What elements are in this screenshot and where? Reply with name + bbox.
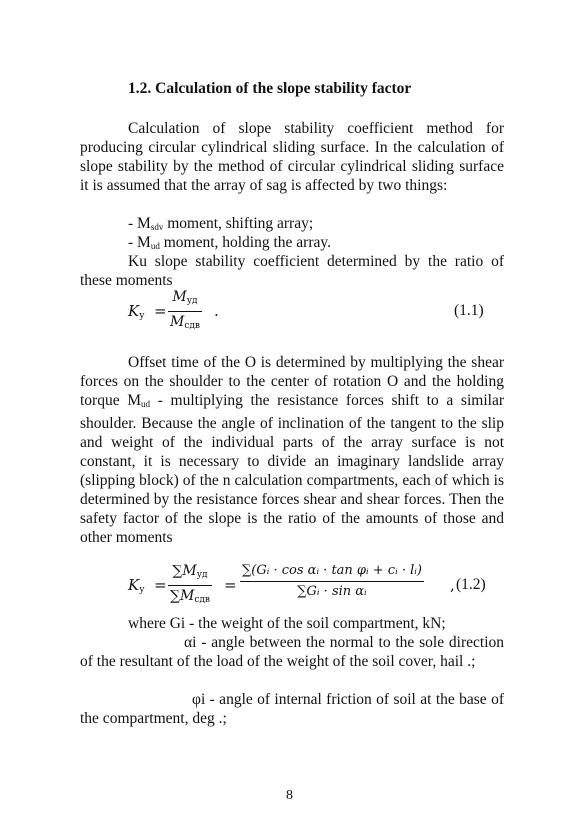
subscript: ud [150,241,160,251]
section-heading: 1.2. Calculation of the slope stability factor [128,80,412,97]
equation-tail: , [450,576,455,594]
equation-fraction-moments [168,562,212,609]
paragraph-offset-time: Offset time of the O is determined by multiplying the shear forces on the shoulder to the center of rotation O and the holding torque $M_{ud}$ - multiplying the resistance forces shift to a similar shoulder. Because the angle of inclination of the tangent to the slip and weight of the individual parts of the array surface is not constant, it is necessary to divide an imaginary landslide array (slipping block) of the n calculation compartments, each of which is determined by the resistance forces shear and shear forces. Then the safety factor of the slope is the ratio of the amounts of those and other moments [80,354,504,546]
where-line: where Gi - the weight of the soil compartment, kN; [128,615,446,632]
equation-equals: = [154,302,167,320]
equation-1-1 [128,288,488,338]
alpha-definition: αi - angle between the normal to the sole direction of the resultant of the load of the weight of the soil cover, hail .; [80,634,504,670]
equation-fraction [168,288,202,335]
list-item-text: moment, holding the array. [159,234,332,251]
fraction-numerator: $M_{уд}$ [172,289,198,306]
equation-1-2 [128,562,508,612]
equation-lhs: $K_у$ [128,576,145,595]
paragraph-intro: Calculation of slope stability coefficient method for producing circular cylindrical sliding surface. In the calculation of slope stability by the method of circular cylindrical sliding surface it is assumed that the array of sag is affected by two things: [80,120,504,194]
paragraph-coefficient: Ku slope stability coefficient determined by the ratio of these moments [80,253,504,289]
equation-tail: . [214,302,219,320]
equation-fraction-forces [240,562,424,601]
equation-equals: = [154,576,167,594]
equation-number: (1.1) [454,302,484,319]
fraction-denominator: ∑Gᵢ · sin αᵢ [240,581,424,601]
equation-lhs: $K_у$ [128,302,145,321]
fraction-numerator: $\sum M_{уд}$ [172,563,208,580]
fraction-denominator: $\sum M_{сдв}$ [168,585,212,609]
fraction-denominator: $M_{сдв}$ [168,311,202,335]
phi-definition: φi - angle of internal friction of soil at the base of the compartment, deg .; [80,691,504,727]
list-item-prefix: - M [128,234,151,251]
equation-equals-2: = [224,576,237,594]
page-number: 8 [286,788,293,803]
list-item-text: moment, shifting array; [163,215,314,232]
fraction-numerator: ∑(Gᵢ · cos αᵢ · tan φᵢ + cᵢ · lᵢ) [242,563,422,578]
list-item-prefix: - M [128,215,151,232]
equation-number: (1.2) [456,576,486,593]
subscript: sdv [150,222,164,232]
